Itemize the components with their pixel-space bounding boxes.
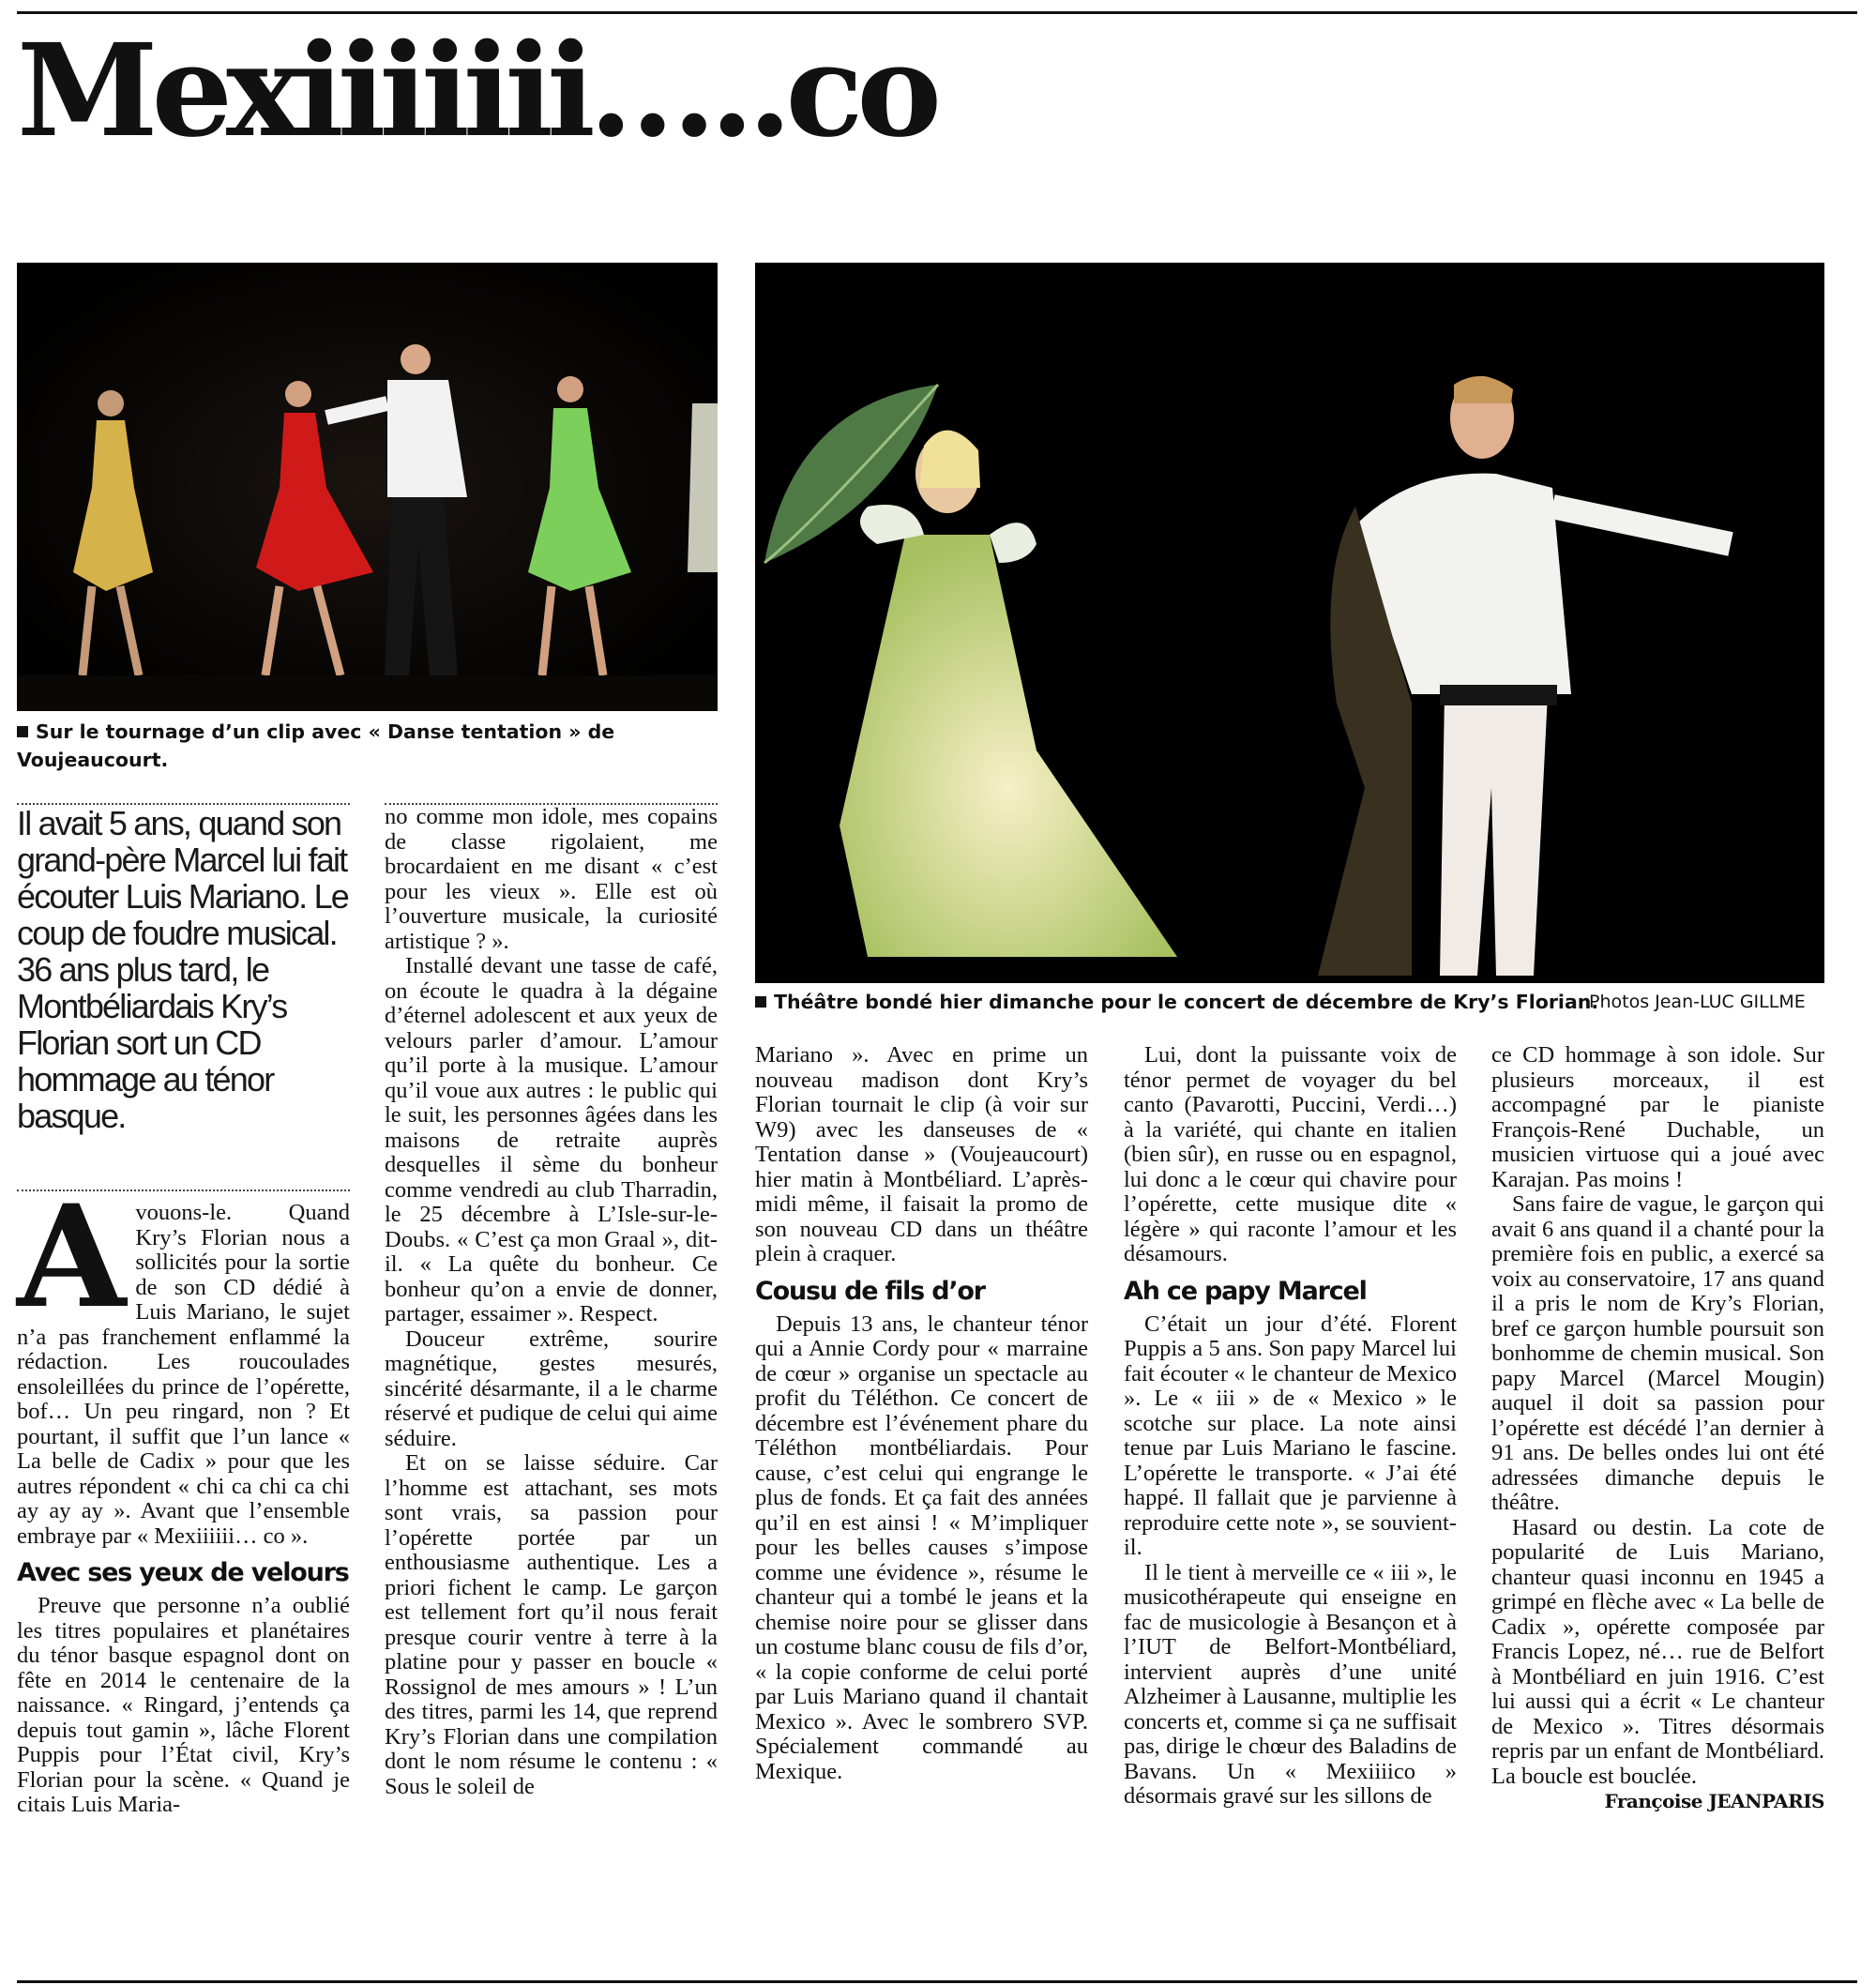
- caption-bullet-icon: [17, 726, 28, 737]
- column-2: [385, 805, 718, 1799]
- paragraph-hasard: Hasard ou destin. La cote de popularité de Luis Mariano, chanteur quasi inconnu en 1945 a grimpé en flèche avec « La belle de Cadix », opérette composée par Francis Lopez, né… rue de Belfort à Montbéliard en juin 1916. C’est lui aussi qui a écrit « Le chanteur de Mexico ». Titres désormais repris par un enfant de Montbéliard. La boucle est bouclée.: [1491, 1514, 1824, 1789]
- column-1: [17, 1174, 350, 1818]
- paragraph-installe: Installé devant une tasse de café, on écoute le quadra à la dégaine d’éternel adolescent et aux yeux de velours parler d’amour. L’amour qu’il porte à la musique. L’amour qu’il voue aux autres : le public qui le suit, les personnes âgées dans les maisons de retraite auprès desquelles il sème du bonheur comme vendredi au club Tharradin, le 25 décembre à L’Isle-sur-le-Doubs. « C’est ça mon Graal », dit-il. « La quête du bonheur. Ce bonheur qu’on a envie de donner, partager, essaimer ». Respect.: [385, 953, 718, 1326]
- paragraph-velours: Preuve que personne n’a oublié les titres populaires et planétaires du ténor basque espagnol dont on fête en 2014 le centenaire de la naissance. « Ringard, j’entends ça depuis tout gamin », lâche Florent Puppis pour l’État civil, Kry’s Florian pour la scène. « Quand je citais Luis Maria-: [17, 1593, 350, 1817]
- paragraph-ete: C’était un jour d’été. Florent Puppis a 5 ans. Son papy Marcel lui fait écouter « le chanteur de Mexico ». Le « iii » de « Mexico » le scotche sur place. La note ainsi tenue par Luis Mariano le fascine. L’opérette le transporte. « J’ai été happé. Il fallait que je parvienne à reproduire cette note », se souvient-il.: [1124, 1311, 1457, 1560]
- paragraph-tient: Il le tient à merveille ce « iii », le musicothérapeute qui enseigne en fac de musicologie à Besançon et à l’IUT de Belfort-Montbéliard, intervient auprès d’une unité Alzheimer à Lausanne, multiplie les concerts et, comme si ça ne suffisait pas, dirige le chœur des Baladins de Bavans. Un « Mexiiiico » désormais gravé sur les sillons de: [1124, 1559, 1457, 1809]
- paragraph-vague: Sans faire de vague, le garçon qui avait 6 ans quand il a chanté pour la première fois en public, a exercé sa voix au conservatoire, 17 ans quand il a pris le nom de Kry’s Florian, bref ce garçon humble poursuit son bonhomme de chemin musical. Son papy Marcel (Marcel Mougin) auquel il doit sa passion pour l’opérette est décédé l’an dernier à 91 ans. De belles ondes lui ont été adressées dimanche depuis le théâtre.: [1491, 1191, 1824, 1515]
- subhead-papy: Ah ce papy Marcel: [1124, 1276, 1367, 1306]
- subhead-velours: Avec ses yeux de velours: [17, 1558, 349, 1587]
- paragraph-douceur: Douceur extrême, sourire magnétique, gestes mesurés, sincérité désarmante, il a le charme réservé et pudique de celui qui aime séduire.: [385, 1326, 718, 1451]
- column-3: [755, 1043, 1088, 1784]
- photo2-caption: Théâtre bondé hier dimanche pour le concert de décembre de Kry’s Florian.: [755, 988, 1581, 1016]
- subhead-cousu: Cousu de fils d’or: [755, 1276, 985, 1306]
- theatre-photo: [755, 263, 1824, 983]
- photo1-caption: Sur le tournage d’un clip avec « Danse tentation » de Voujeaucourt.: [17, 720, 615, 771]
- paragraph-cousu: Depuis 13 ans, le chanteur ténor qui a Annie Cordy pour « marraine de cœur » organise un spectacle au profit du Téléthon. Ce concert de décembre est l’événement phare du Téléthon montbéliardais. Pour cause, c’est celui qui engrange le plus de fonds. Et ça fait des années qu’il en est ainsi ! « M’impliquer pour les belles causes s’impose comme une évidence », résume le chanteur qui a tombé le jeans et la chemise noire pour se glisser dans un costume blanc cousu de fils d’or, « la copie conforme de celui porté par Luis Mariano quand il chantait Mexico ». Avec le sombrero SVP. Spécialement commandé au Mexique.: [755, 1311, 1088, 1784]
- paragraph-seduire-continued: Mariano ». Avec en prime un nouveau madison dont Kry’s Florian tournait le clip (à voir sur W9) avec les danseuses de « Tentation danse » (Voujeaucourt) hier matin à Montbéliard. L’après-midi même, il faisait la promo de son nouveau CD dans un théâtre plein à craquer.: [755, 1042, 1088, 1266]
- caption-bullet-icon: [755, 996, 766, 1008]
- author-signature: Françoise JEANPARIS: [1604, 1790, 1824, 1812]
- dancers-photo: [17, 263, 718, 711]
- chapo: Il avait 5 ans, quand son grand-père Marcel lui fait écouter Luis Mariano. Le coup de foudre musical. 36 ans plus tard, le Montbéliardais Kry’s Florian sort un CD hommage au ténor basque.: [17, 804, 349, 1135]
- paragraph-tient-continued: ce CD hommage à son idole. Sur plusieurs morceaux, il est accompagné par le pianiste François-René Duchable, un musicien virtuose qui a joué avec Karajan. Pas moins !: [1491, 1042, 1824, 1192]
- bottom-rule: [17, 1980, 1857, 1983]
- column-4: [1124, 1043, 1457, 1810]
- headline: Mexiiiiiii…..co: [17, 16, 936, 166]
- paragraph-seduire: Et on se laisse séduire. Car l’homme est attachant, ses mots sont vrais, sa passion pour l’opérette portée par un enthousiasme authentique. Les a priori fichent le camp. Le garçon est tellement fort qu’il nous ferait presque courir ventre à terre à la platine pour y passer en boucle « Rossignol de mes amours » ! L’un des titres, parmi les 14, que reprend Kry’s Florian dans une compilation dont le nom résume le contenu : « Sous le soleil de: [385, 1450, 718, 1799]
- intro-paragraph: Avouons-le. Quand Kry’s Florian nous a sollicités pour la sortie de son CD dédié à Luis Mariano, le sujet n’a pas franchement enflammé la rédaction. Les roucoulades ensoleillées du prince de l’opérette, bof… Un peu ringard, non ? Et pourtant, il suffit que l’un lance « La belle de Cadix » pour que les autres répondent « chi ca chi ca chi ay ay ay ». Avant que l’ensemble embraye par « Mexiiiiii… co ».: [17, 1174, 350, 1549]
- top-rule: [17, 11, 1857, 14]
- paragraph-velours-continued: no comme mon idole, mes copains de classe rigolaient, me brocardaient en me disant « c’est pour les vieux ». Elle est où l’ouverture musicale, la curiosité artistique ? ».: [385, 804, 718, 954]
- photo-credit: Photos Jean-LUC GILLME: [1589, 992, 1806, 1012]
- paragraph-lui: Lui, dont la puissante voix de ténor permet de voyager du bel canto (Pavarotti, Puccini, Verdi…) à la variété, qui chante en italien (bien sûr), en russe ou en espagnol, lui donc a le cœur qui chavire pour l’opérette, cette musique dite « légère » qui raconte l’amour et les désamours.: [1124, 1042, 1457, 1266]
- column-5: [1491, 1043, 1824, 1813]
- drop-cap: A: [17, 1174, 127, 1340]
